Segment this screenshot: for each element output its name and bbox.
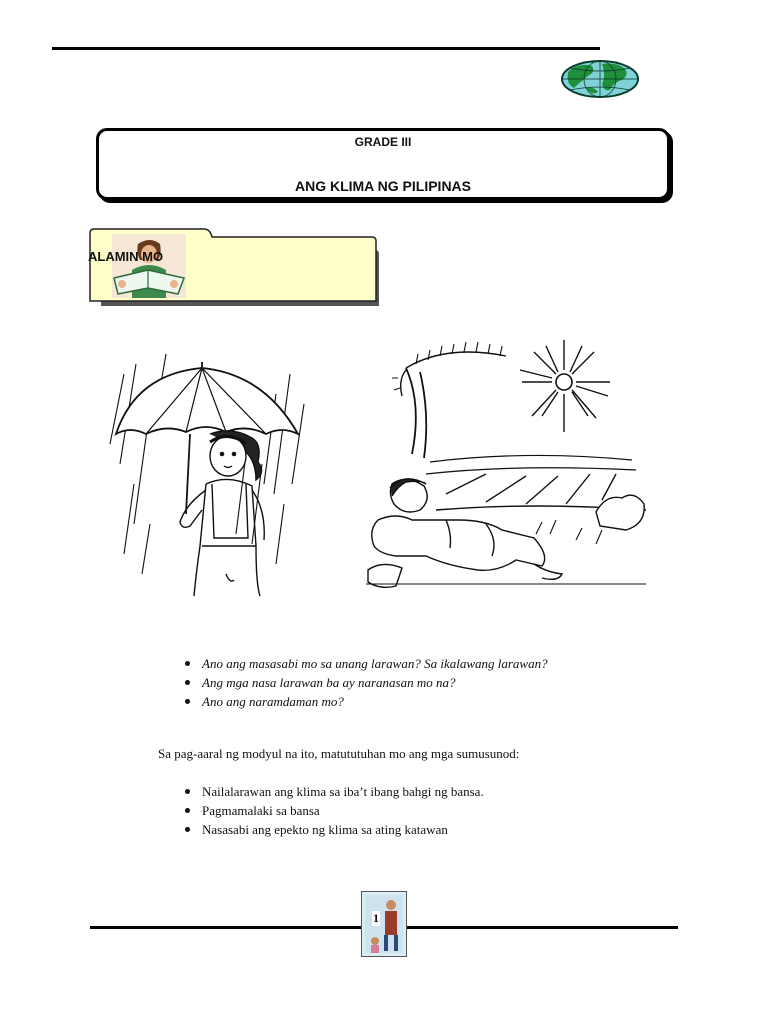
weather-illustration [106, 334, 650, 598]
title-box [96, 128, 670, 200]
list-item: Ano ang masasabi mo sa unang larawan? Sa ikalawang larawan? [182, 654, 548, 673]
page-title: ANG KLIMA NG PILIPINAS [294, 178, 472, 194]
boy-resting-under-tree-in-sun [366, 340, 646, 587]
intro-text: Sa pag-aaral ng modyul na ito, matututuhan mo ang mga sumusunod: [158, 746, 520, 761]
list-item: Ano ang naramdaman mo? [182, 692, 548, 711]
globe-icon [558, 58, 642, 100]
list-item: Nasasabi ang epekto ng klima sa ating katawan [182, 820, 484, 839]
page-number: 1 [373, 911, 379, 925]
top-rule [52, 47, 600, 50]
objective-list [182, 782, 484, 839]
section-tag-label: ALAMIN MO [88, 249, 164, 264]
list-item: Ang mga nasa larawan ba ay naranasan mo na? [182, 673, 548, 692]
page-marker-icon [361, 891, 407, 957]
grade-label: GRADE III [354, 135, 412, 149]
child-with-umbrella-in-rain [110, 354, 304, 596]
question-list [182, 654, 548, 711]
person-reading-icon [112, 234, 186, 298]
list-item: Pagmamalaki sa bansa [182, 801, 484, 820]
list-item: Nailalarawan ang klima sa iba’t ibang bahgi ng bansa. [182, 782, 484, 801]
